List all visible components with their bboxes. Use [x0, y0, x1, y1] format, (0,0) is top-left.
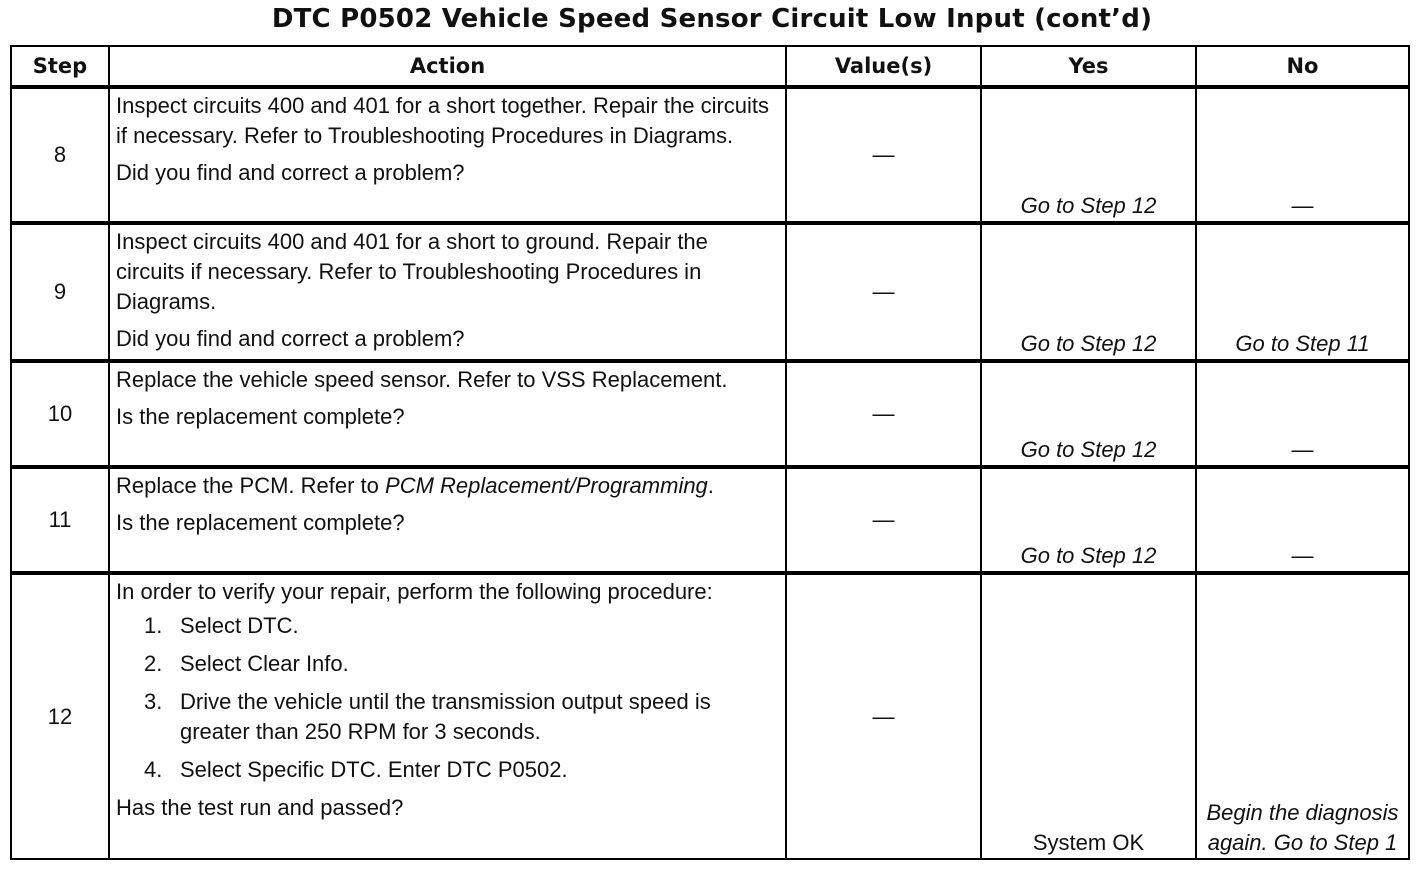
procedure-step-text: Select Clear Info. [180, 651, 349, 676]
action-question: Is the replacement complete? [116, 404, 405, 429]
procedure-step-text: Select DTC. [180, 613, 299, 638]
header-step: Step [11, 46, 109, 87]
action-question: Did you find and correct a problem? [116, 326, 465, 351]
procedure-step-number: 2. [144, 651, 163, 676]
action-question: Is the replacement complete? [116, 510, 405, 535]
page-title: DTC P0502 Vehicle Speed Sensor Circuit Low Input (cont’d) [271, 4, 1153, 34]
procedure-step-number: 3. [144, 689, 163, 714]
action-text [116, 471, 781, 501]
value-cell: — [786, 87, 981, 223]
procedure-step [116, 649, 781, 679]
step-number: 11 [11, 467, 109, 573]
action-cell [109, 573, 786, 859]
action-cell [109, 467, 786, 573]
no-cell: Begin the diagnosis again. Go to Step 1 [1196, 573, 1409, 859]
step-number: 10 [11, 361, 109, 467]
action-cell [109, 87, 786, 223]
action-text: Inspect circuits 400 and 401 for a short to ground. Repair the circuits if necessary. Refer to Troubleshooting Procedures in Diagrams. [116, 229, 708, 314]
step-number: 12 [11, 573, 109, 859]
yes-cell: Go to Step 12 [981, 223, 1196, 361]
action-text: In order to verify your repair, perform the following procedure: [116, 579, 713, 604]
procedure-step-number: 4. [144, 757, 163, 782]
no-cell: — [1196, 361, 1409, 467]
action-text-prefix: Replace the PCM. Refer to [116, 473, 386, 498]
yes-cell: Go to Step 12 [981, 361, 1196, 467]
value-cell: — [786, 467, 981, 573]
action-cell [109, 223, 786, 361]
procedure-list [116, 611, 781, 785]
header-action: Action [109, 46, 786, 87]
value-cell: — [786, 573, 981, 859]
procedure-step [116, 611, 781, 641]
no-cell: — [1196, 87, 1409, 223]
yes-cell: System OK [981, 573, 1196, 859]
table-row [11, 87, 1409, 223]
yes-cell: Go to Step 12 [981, 87, 1196, 223]
no-cell: Go to Step 11 [1196, 223, 1409, 361]
procedure-step-text: Drive the vehicle until the transmission output speed is greater than 250 RPM for 3 seconds. [180, 689, 711, 744]
step-number: 9 [11, 223, 109, 361]
header-yes: Yes [981, 46, 1196, 87]
table-row [11, 467, 1409, 573]
header-value: Value(s) [786, 46, 981, 87]
step-number: 8 [11, 87, 109, 223]
diagnostic-table [10, 45, 1410, 860]
action-text: Replace the vehicle speed sensor. Refer to VSS Replacement. [116, 367, 728, 392]
header-row [11, 46, 1409, 87]
action-text-suffix: . [707, 473, 714, 498]
value-cell: — [786, 361, 981, 467]
action-text: Inspect circuits 400 and 401 for a short together. Repair the circuits if necessary. Refer to Troubleshooting Procedures in Diagrams. [116, 93, 770, 148]
table-row [11, 361, 1409, 467]
action-cell [109, 361, 786, 467]
no-cell: — [1196, 467, 1409, 573]
table-row [11, 223, 1409, 361]
procedure-step-number: 1. [144, 613, 163, 638]
action-question: Did you find and correct a problem? [116, 160, 465, 185]
yes-cell: Go to Step 12 [981, 467, 1196, 573]
table-row [11, 573, 1409, 859]
procedure-step [116, 687, 781, 747]
action-question: Has the test run and passed? [116, 795, 404, 820]
procedure-step [116, 755, 781, 785]
procedure-step-text: Select Specific DTC. Enter DTC P0502. [180, 757, 568, 782]
header-no: No [1196, 46, 1409, 87]
value-cell: — [786, 223, 981, 361]
action-reference: PCM Replacement/Programming [385, 473, 708, 498]
